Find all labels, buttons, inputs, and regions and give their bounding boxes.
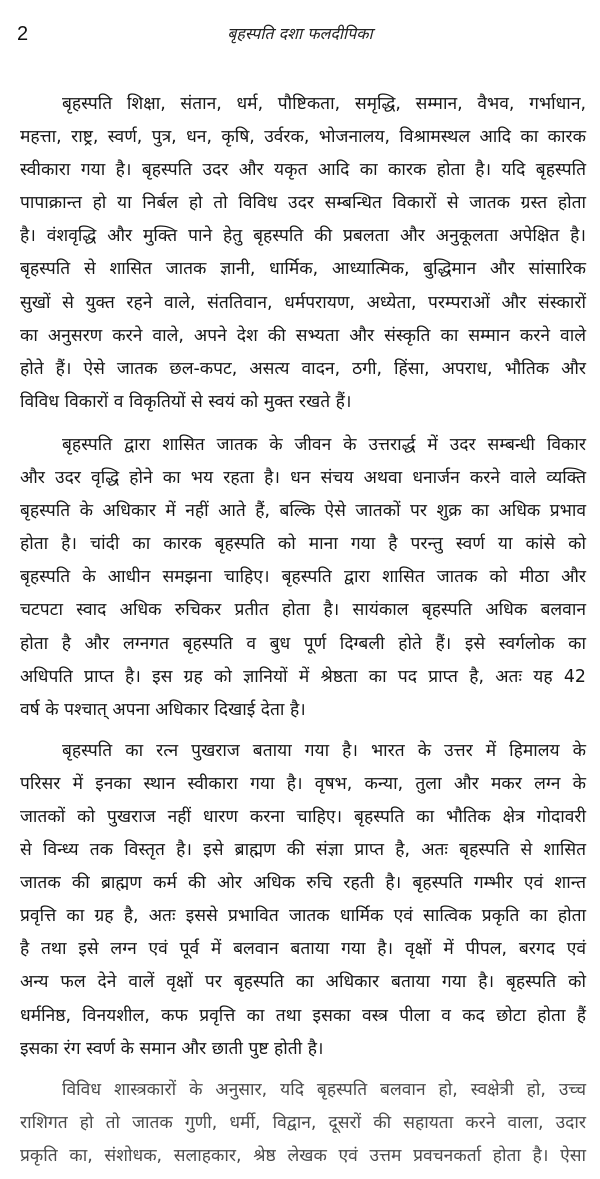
paragraph-4 (20, 1074, 586, 1173)
text-line: धर्मनिष्ठ, विनयशील, कफ प्रवृत्ति का तथा इसका वस्त्र पीला व कद छोटा होता हैं (20, 1005, 586, 1026)
text-line: होता है और लग्नगत बृहस्पति व बुध पूर्ण दिग्बली होते हैं। इसे स्वर्गलोक का (20, 633, 586, 654)
text-line: चटपटा स्वाद अधिक रुचिकर प्रतीत होता है। सायंकाल बृहस्पति अधिक बलवान (20, 600, 586, 621)
text-line: बृहस्पति के अधिकार में नहीं आते हैं, बल्कि ऐसे जातकों पर शुक्र का अधिक प्रभाव (20, 501, 586, 522)
text-line: स्वीकारा गया है। बृहस्पति उदर और यकृत आदि का कारक होता है। यदि बृहस्पति (20, 160, 586, 181)
text-line: वर्ष के पश्चात् अपना अधिकार दिखाई देता है। (20, 699, 306, 720)
text-line: बृहस्पति से शासित जातक ज्ञानी, धार्मिक, आध्यात्मिक, बुद्धिमान और सांसारिक (20, 259, 586, 280)
text-line: बृहस्पति शिक्षा, संतान, धर्म, पौष्टिकता, समृद्धि, सम्मान, वैभव, गर्भाधान, (62, 94, 586, 114)
text-line: विविध विकारों व विकृतियों से स्वयं को मुक्त रखते हैं। (20, 391, 352, 412)
text-line: जातकों को पुखराज नहीं धारण करना चाहिए। बृहस्पति का भौतिक क्षेत्र गोदावरी (20, 806, 586, 827)
paragraph-1 (20, 88, 586, 419)
text-line: और उदर वृद्धि होने का भय रहता है। धन संचय अथवा धनार्जन करने वाले व्यक्ति (20, 468, 586, 489)
text-line: से विन्ध्य तक विस्तृत है। इसे ब्राह्मण की संज्ञा प्राप्त है, अतः बृहस्पति से शासित (20, 840, 586, 861)
text-line: होते हैं। ऐसे जातक छल-कपट, असत्य वादन, ठगी, हिंसा, अपराध, भौतिक और (20, 358, 586, 379)
page-number: 2 (17, 23, 29, 45)
text-line: बृहस्पति द्वारा शासित जातक के जीवन के उत्तरार्द्ध में उदर सम्बन्धी विकार (62, 434, 586, 455)
text-line: का अनुसरण करने वाले, अपने देश की सभ्यता और संस्कृति का सम्मान करने वाले (20, 325, 586, 346)
text-line: होता है। चांदी का कारक बृहस्पति को माना गया है परन्तु स्वर्ण या कांसे को (20, 534, 586, 555)
text-line: जातक की ब्राह्मण कर्म की ओर अधिक रुचि रहती है। बृहस्पति गम्भीर एवं शान्त (20, 873, 586, 894)
text-line: राशिगत हो तो जातक गुणी, धर्मी, विद्वान, दूसरों की सहायता करने वाला, उदार (20, 1112, 586, 1133)
text-line: विविध शास्त्रकारों के अनुसार, यदि बृहस्पति बलवान हो, स्वक्षेत्री हो, उच्च (62, 1079, 586, 1100)
text-line: प्रकृति का, संशोधक, सलाहकार, श्रेष्ठ लेखक एवं उत्तम प्रवचनकर्ता होता है। ऐसा (20, 1145, 586, 1166)
page-header (0, 22, 600, 46)
text-line: है तथा इसे लग्न एवं पूर्व में बलवान बताया गया है। वृक्षों में पीपल, बरगद एवं (20, 939, 586, 960)
text-line: बृहस्पति का रत्न पुखराज बताया गया है। भारत के उत्तर में हिमालय के (62, 740, 586, 761)
text-line: बृहस्पति के आधीन समझना चाहिए। बृहस्पति द्वारा शासित जातक को मीठा और (20, 567, 586, 588)
text-line: प्रवृत्ति का ग्रह है, अतः इससे प्रभावित जातक धार्मिक एवं सात्विक प्रकृति का होता (20, 906, 586, 927)
text-line: है। वंशवृद्धि और मुक्ति पाने हेतु बृहस्पति की प्रबलता और अनुकूलता अपेक्षित है। (20, 226, 586, 247)
text-line: पापाक्रान्त हो या निर्बल हो तो विविध उदर सम्बन्धित विकारों से जातक ग्रस्त होता (20, 193, 586, 214)
paragraph-3 (20, 735, 586, 1066)
text-line: अन्य फल देने वालें वृक्षों पर बृहस्पति का अधिकार बताया गया है। बृहस्पति को (20, 972, 586, 993)
text-line: अधिपति प्राप्त है। इस ग्रह को ज्ञानियों में श्रेष्ठता का पद प्राप्त है, अतः यह 42 (20, 666, 586, 687)
text-line: महत्ता, राष्ट्र, स्वर्ण, पुत्र, धन, कृषि, उर्वरक, भोजनालय, विश्रामस्थल आदि का कारक (20, 127, 586, 148)
text-line: परिसर में इनका स्थान स्वीकारा गया है। वृषभ, कन्या, तुला और मकर लग्न के (20, 773, 586, 794)
running-title: बृहस्पति दशा फलदीपिका (227, 24, 373, 43)
paragraph-2 (20, 429, 586, 727)
body-text (20, 88, 586, 1179)
text-line: इसका रंग स्वर्ण के समान और छाती पुष्ट होती है। (20, 1038, 324, 1059)
text-line: सुखों से युक्त रहने वाले, संततिवान, धर्मपरायण, अध्येता, परम्पराओं और संस्कारों (20, 292, 586, 313)
